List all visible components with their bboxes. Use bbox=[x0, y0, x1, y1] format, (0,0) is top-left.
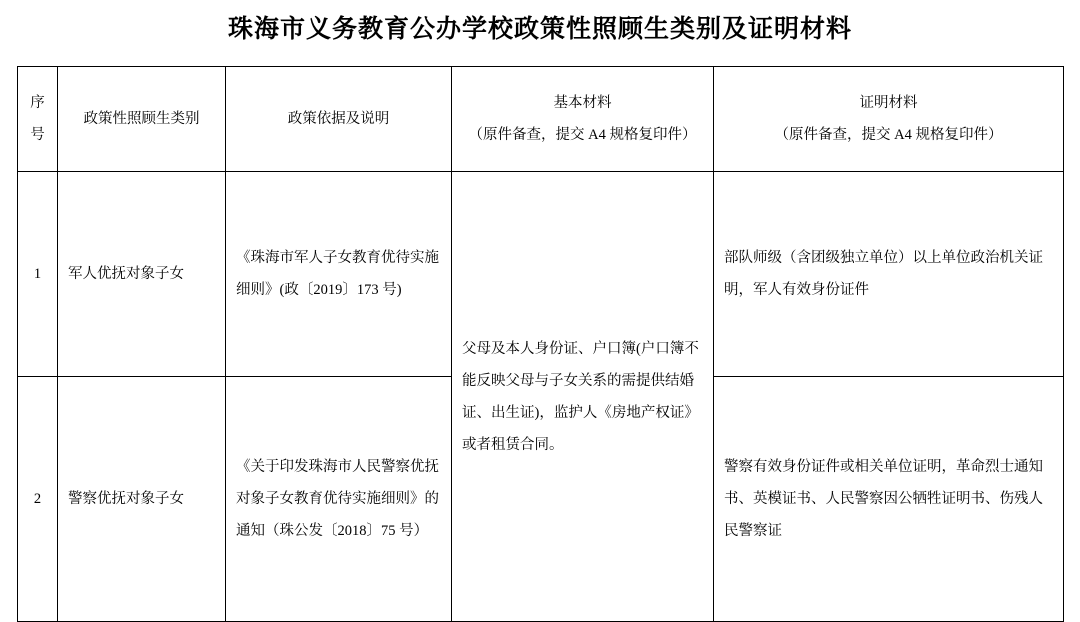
row-index: 2 bbox=[18, 377, 58, 622]
row-basis: 《珠海市军人子女教育优待实施细则》(政〔2019〕173 号) bbox=[226, 172, 452, 377]
column-header-basic-materials-line1: 基本材料 bbox=[553, 95, 612, 111]
row-index: 1 bbox=[18, 172, 58, 377]
column-header-index bbox=[18, 67, 58, 172]
column-header-category: 政策性照顾生类别 bbox=[58, 67, 226, 172]
row-proof-materials: 警察有效身份证件或相关单位证明，革命烈士通知书、英模证书、人民警察因公牺牲证明书、伤残人民警察证 bbox=[714, 377, 1064, 622]
table-body bbox=[18, 172, 1064, 622]
table-header bbox=[18, 67, 1064, 172]
document-page bbox=[0, 10, 1080, 606]
page-title: 珠海市义务教育公办学校政策性照顾生类别及证明材料 bbox=[227, 16, 852, 43]
column-header-index-char2: 号 bbox=[30, 127, 45, 143]
row-category: 军人优抚对象子女 bbox=[58, 172, 226, 377]
row-basic-materials: 父母及本人身份证、户口簿(户口簿不能反映父母与子女关系的需提供结婚证、出生证)，监护人《房地产权证》或者租赁合同。 bbox=[452, 172, 714, 622]
policy-care-students-table bbox=[17, 66, 1064, 622]
column-header-basic-materials bbox=[452, 67, 714, 172]
column-header-basis: 政策依据及说明 bbox=[226, 67, 452, 172]
column-header-index-char1: 序 bbox=[30, 95, 45, 111]
column-header-basic-materials-line2: （原件备查，提交 A4 规格复印件） bbox=[468, 127, 697, 143]
row-proof-materials: 部队师级（含团级独立单位）以上单位政治机关证明，军人有效身份证件 bbox=[714, 172, 1064, 377]
column-header-proof-materials bbox=[714, 67, 1064, 172]
table-row bbox=[18, 172, 1064, 377]
column-header-proof-materials-line1: 证明材料 bbox=[859, 95, 918, 111]
row-basis: 《关于印发珠海市人民警察优抚对象子女教育优待实施细则》的通知（珠公发〔2018〕75 号） bbox=[226, 377, 452, 622]
row-category: 警察优抚对象子女 bbox=[58, 377, 226, 622]
table-header-row bbox=[18, 67, 1064, 172]
column-header-proof-materials-line2: （原件备查，提交 A4 规格复印件） bbox=[774, 127, 1003, 143]
